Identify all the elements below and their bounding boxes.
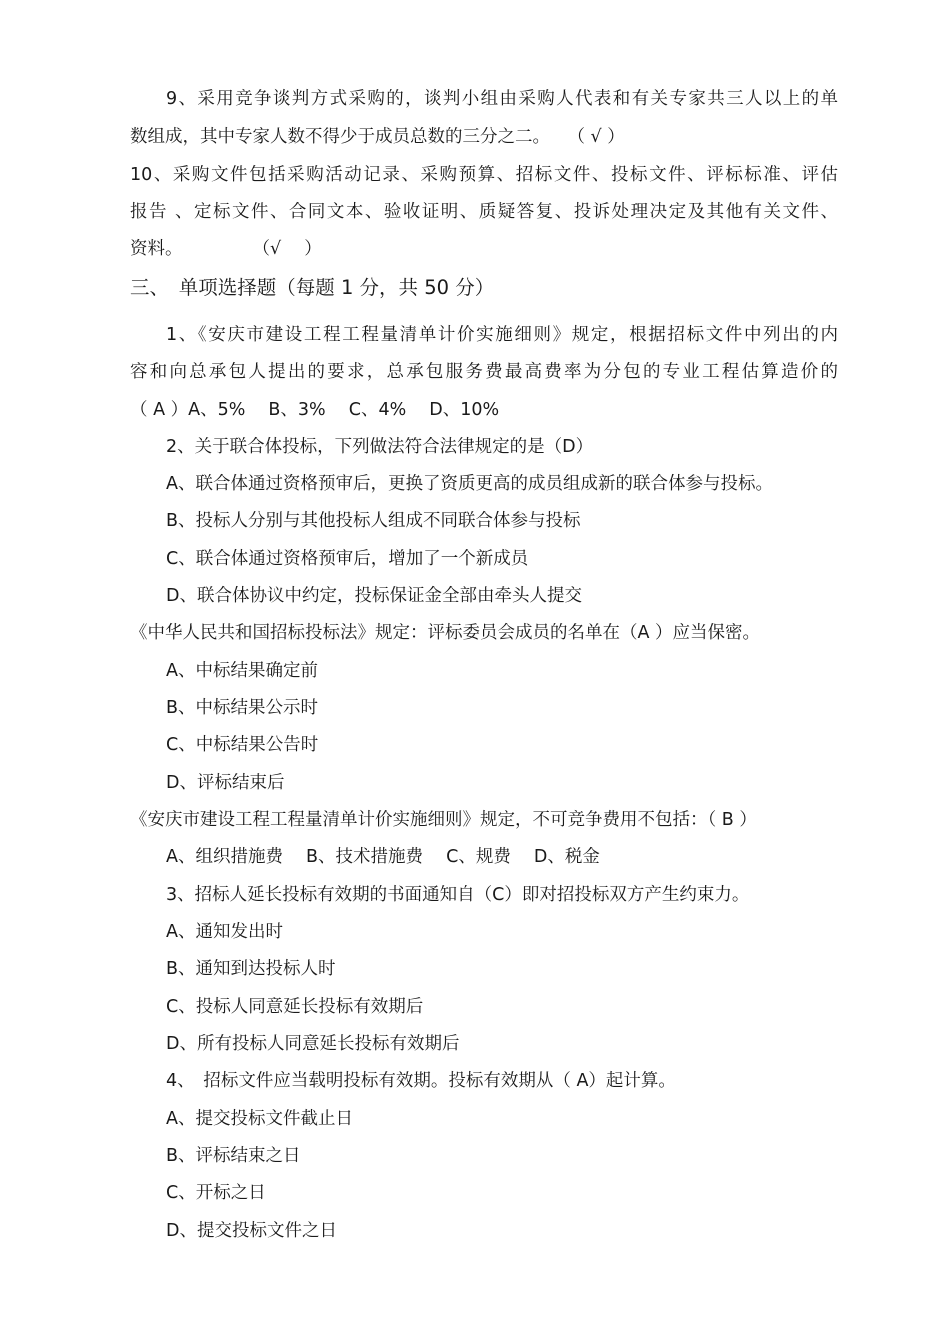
mc-question-law-option-b: B、中标结果公示时 [166,698,319,718]
mc-question-law-option-d: D、评标结束后 [166,773,285,793]
tf-question-10-line-3: 资料。 （√ ） [130,239,322,259]
mc-question-1-line-2: 容和向总承包人提出的要求，总承包服务费最高费率为分包的专业工程估算造价的 [130,362,838,382]
tf-question-10-line-2: 报告 、定标文件、合同文本、验收证明、质疑答复、投诉处理决定及其他有关文件、 [130,202,838,222]
tf-question-10-line-1: 10、采购文件包括采购活动记录、采购预算、招标文件、投标文件、评标标准、评估 [130,165,838,185]
mc-question-noncompetitive-fees: 《安庆市建设工程工程量清单计价实施细则》规定，不可竞争费用不包括：（ B ） [130,810,757,830]
mc-question-3-option-d: D、所有投标人同意延长投标有效期后 [166,1034,460,1054]
mc-question-2: 2、关于联合体投标，下列做法符合法律规定的是（D） [166,437,594,457]
mc-question-law-option-a: A、中标结果确定前 [166,661,318,681]
mc-question-4-option-c: C、开标之日 [166,1183,266,1203]
tf-question-9-line-2: 数组成，其中专家人数不得少于成员总数的三分之二。 （ √ ） [130,127,625,147]
mc-question-4-option-b: B、评标结束之日 [166,1146,301,1166]
mc-question-3-option-b: B、通知到达投标人时 [166,959,336,979]
mc-question-4: 4、 招标文件应当载明投标有效期。投标有效期从（ A）起计算。 [166,1071,676,1091]
mc-question-3-option-c: C、投标人同意延长投标有效期后 [166,997,424,1017]
mc-question-law-option-c: C、中标结果公告时 [166,735,319,755]
mc-question-law-confidential: 《中华人民共和国招标投标法》规定：评标委员会成员的名单在（A ）应当保密。 [130,623,761,643]
mc-question-1-line-1: 1、《安庆市建设工程工程量清单计价实施细则》规定，根据招标文件中列出的内 [166,325,838,345]
mc-question-4-option-a: A、提交投标文件截止日 [166,1109,353,1129]
mc-question-2-option-c: C、联合体通过资格预审后，增加了一个新成员 [166,549,529,569]
mc-question-1-answer-options: （ A ）A、5% B、3% C、4% D、10% [130,400,500,420]
mc-question-noncompetitive-fees-options: A、组织措施费 B、技术措施费 C、规费 D、税金 [166,847,600,867]
mc-question-3: 3、招标人延长投标有效期的书面通知自（C）即对招投标双方产生约束力。 [166,885,750,905]
mc-question-3-option-a: A、通知发出时 [166,922,283,942]
section-heading: 三、 单项选择题（每题 1 分，共 50 分） [130,276,495,299]
mc-question-4-option-d: D、提交投标文件之日 [166,1221,337,1241]
mc-question-2-option-d: D、联合体协议中约定，投标保证金全部由牵头人提交 [166,586,582,606]
mc-question-2-option-b: B、投标人分别与其他投标人组成不同联合体参与投标 [166,511,581,531]
mc-question-2-option-a: A、联合体通过资格预审后，更换了资质更高的成员组成新的联合体参与投标。 [166,474,773,494]
tf-question-9-line-1: 9、采用竞争谈判方式采购的，谈判小组由采购人代表和有关专家共三人以上的单 [166,89,838,109]
